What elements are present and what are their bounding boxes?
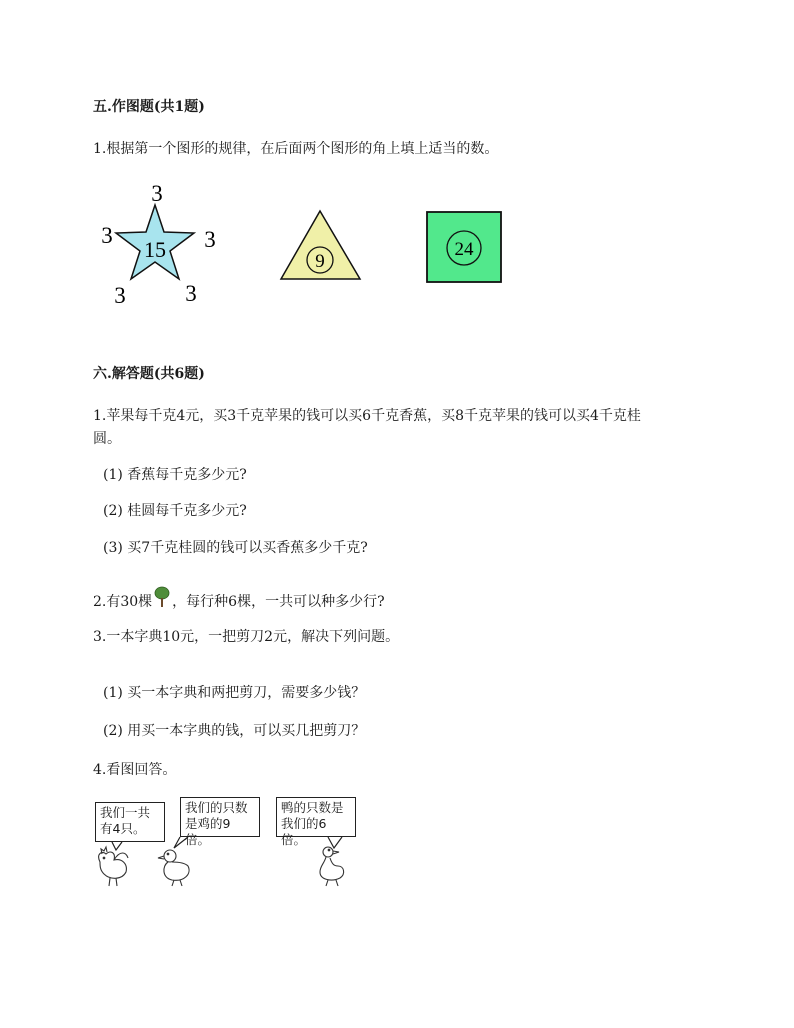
speech-bubble-duckling bbox=[180, 797, 260, 847]
speech-bubble-duck bbox=[276, 797, 356, 847]
question-6-1-line2: 圆。 bbox=[93, 431, 121, 447]
section-6-heading: 六.解答题(共6题) bbox=[93, 366, 205, 382]
question-6-1-line1: 1.苹果每千克4元，买3千克苹果的钱可以买6千克香蕉，买8千克苹果的钱可以买4千克桂 bbox=[93, 408, 641, 424]
duck-icon bbox=[320, 847, 344, 886]
bubble-duckling-line1: 我们的只数 bbox=[185, 800, 248, 815]
star-corner-top: 3 bbox=[151, 181, 163, 206]
star-corner-bottom-left: 3 bbox=[114, 283, 126, 308]
question-6-2-suffix: ，每行种6棵，一共可以种多少行? bbox=[172, 594, 385, 610]
rooster-icon bbox=[99, 847, 128, 886]
question-6-1-sub3: (3) 买7千克桂圆的钱可以买香蕉多少千克? bbox=[103, 540, 368, 556]
question-6-1-sub2: (2) 桂圆每千克多少元? bbox=[103, 503, 247, 519]
question-6-3-text: 3.一本字典10元，一把剪刀2元，解决下列问题。 bbox=[93, 629, 400, 645]
tree-icon bbox=[154, 586, 170, 608]
bubble-chicken-line2: 有4只。 bbox=[100, 821, 146, 836]
bubble-duck-line1: 鸭的只数是 bbox=[281, 800, 344, 815]
square-center-number: 24 bbox=[454, 239, 474, 260]
star-figure bbox=[95, 175, 225, 310]
triangle-figure bbox=[278, 205, 366, 283]
bubble-duck-line2: 我们的6倍。 bbox=[281, 816, 327, 847]
question-6-1-sub1: (1) 香蕉每千克多少元? bbox=[103, 467, 247, 483]
section-5-heading: 五.作图题(共1题) bbox=[93, 99, 205, 115]
triangle-center-number: 9 bbox=[315, 251, 325, 272]
square-figure bbox=[424, 210, 504, 284]
question-6-3-sub1: (1) 买一本字典和两把剪刀，需要多少钱？ bbox=[103, 685, 366, 701]
animals-illustration bbox=[92, 836, 362, 888]
question-5-1-text: 1.根据第一个图形的规律，在后面两个图形的角上填上适当的数。 bbox=[93, 141, 499, 157]
question-6-3-sub2: (2) 用买一本字典的钱，可以买几把剪刀？ bbox=[103, 723, 366, 739]
star-center-number: 15 bbox=[144, 237, 166, 262]
question-6-4-text: 4.看图回答。 bbox=[93, 762, 177, 778]
bubble-chicken-line1: 我们一共 bbox=[100, 805, 151, 820]
star-corner-left: 3 bbox=[101, 223, 113, 248]
star-corner-bottom-right: 3 bbox=[185, 281, 197, 306]
duckling-icon bbox=[158, 850, 189, 886]
bubble-duckling-line2: 是鸡的9倍。 bbox=[185, 816, 231, 847]
question-6-2-text bbox=[93, 586, 385, 611]
question-6-2-prefix: 2.有30棵 bbox=[93, 594, 153, 610]
star-corner-right: 3 bbox=[204, 227, 216, 252]
